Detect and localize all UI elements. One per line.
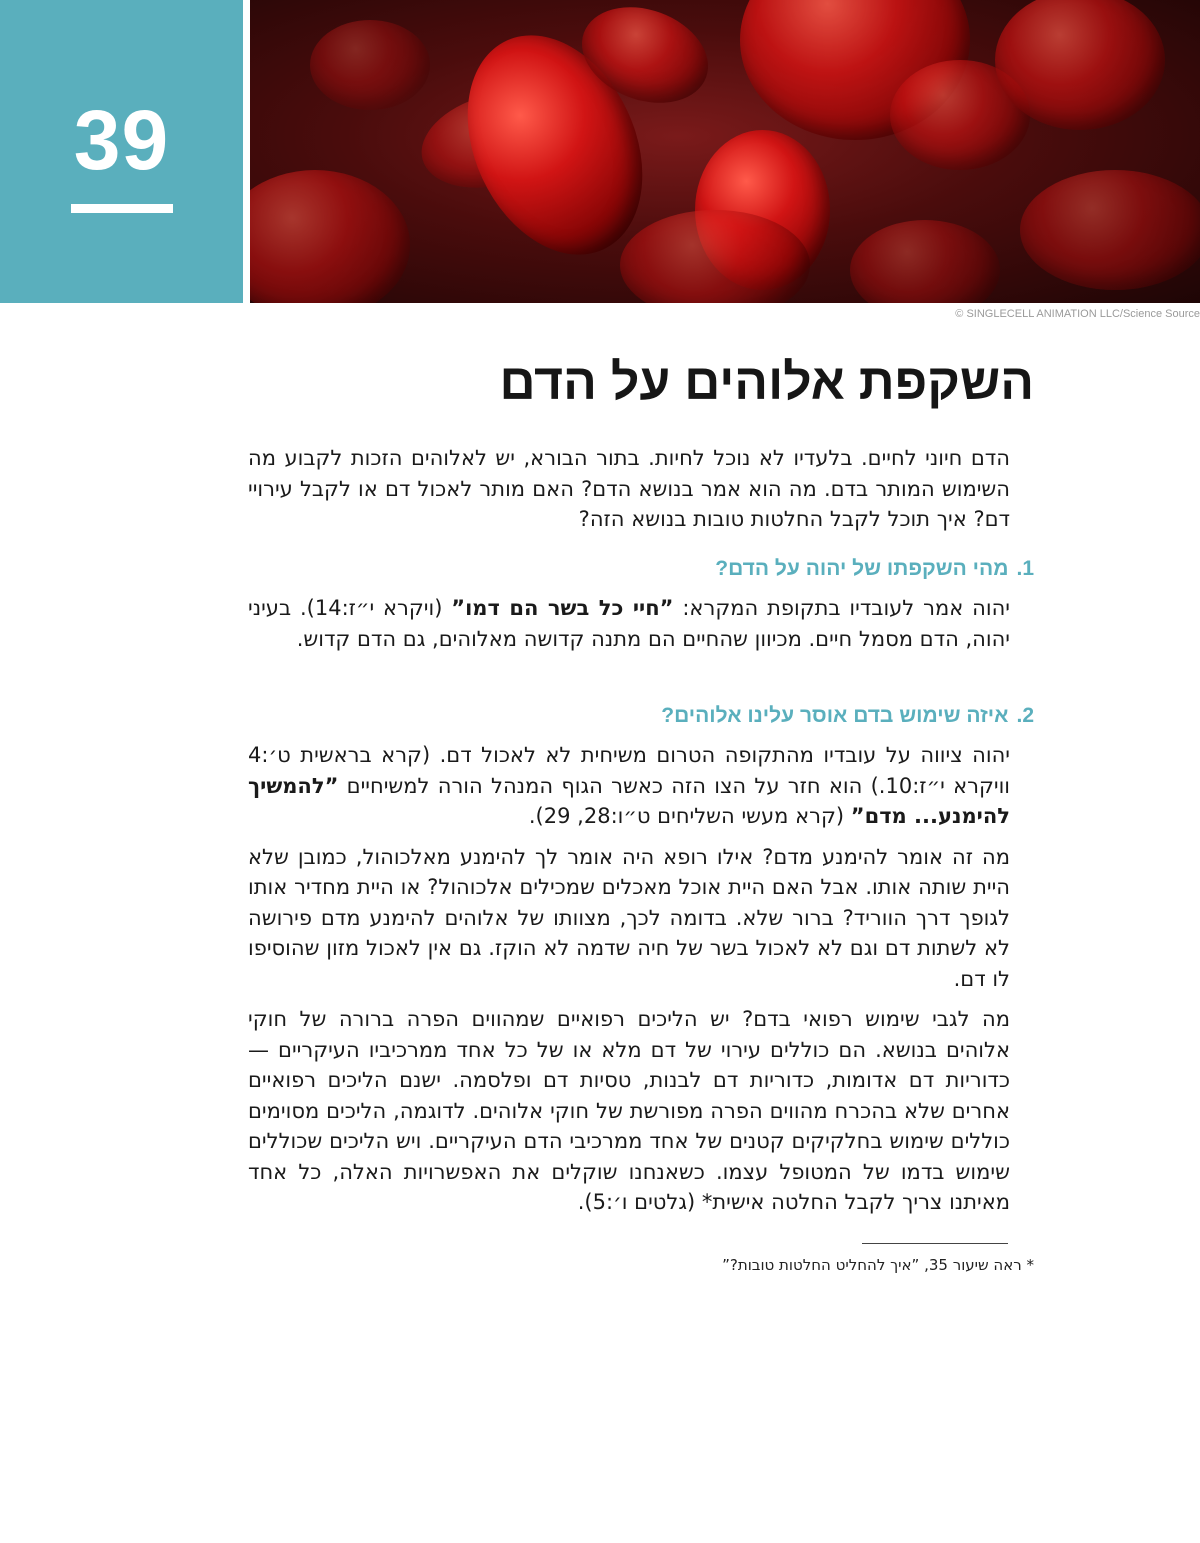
- blood-cell: [250, 170, 410, 303]
- footnote: * ראה שיעור 35, ”איך להחליט החלטות טובות?”: [722, 1256, 1034, 1274]
- blood-cell: [995, 0, 1165, 130]
- scripture-quote: ”להמשיך להימנע... מדם”: [248, 773, 1010, 828]
- section-2-paragraph-3: מה לגבי שימוש רפואי בדם? יש הליכים רפואיים שמהווים הפרה ברורה של חוקי אלוהים בנושא. הם כוללים עירוי של דם מלא או של כל אחד ממרכיביו העיקריים — כדוריות דם אדומות, כדוריות דם לבנות, טסיות דם ופלסמה. ישנם הליכים רפואיים אחרים שלא בהכרח מהווים הפרה מפורשת של חוקי אלוהים. לדוגמה, הליכים מסוימים כוללים שימוש בחלקיקים קטנים של אחד ממרכיבי הדם העיקריים. ויש הליכים שכוללים שימוש בדמו של המטופל עצמו. כשאנחנו שוקלים את האפשרויות האלה, כל אחד מאיתנו צריך לקבל החלטה אישית* (גלטים ו׳:5).: [248, 1007, 1010, 1214]
- image-credit: © SINGLECELL ANIMATION LLC/Science Source: [955, 308, 1200, 320]
- text-run: (ויקרא י״ז:14). בעיני יהוה, הדם מסמל חיים. מכיוון שהחיים הם מתנה קדושה מאלוהים, גם הדם קדוש.: [248, 596, 1010, 651]
- hero-image-blood-cells: [250, 0, 1200, 303]
- section-1-body: [248, 593, 1010, 664]
- page-title: השקפת אלוהים על הדם: [499, 354, 1034, 410]
- text-run: יהוה אמר לעובדיו בתקופת המקרא:: [673, 596, 1010, 620]
- section-2-body: [248, 740, 1010, 1228]
- blood-cell: [1020, 170, 1200, 290]
- scripture-quote: ”חיי כל בשר הם דמו”: [451, 596, 674, 620]
- section-1-heading: [715, 557, 1034, 581]
- section-2-number: 2.: [1016, 704, 1034, 727]
- footnote-divider: [862, 1243, 1008, 1244]
- intro-text: [248, 443, 1010, 545]
- section-2-heading-text: איזה שימוש בדם אוסר עלינו אלוהים?: [661, 704, 1009, 727]
- section-1-heading-text: מהי השקפתו של יהוה על הדם?: [715, 557, 1009, 580]
- section-2-paragraph-2: מה זה אומר להימנע מדם? אילו רופא היה אומר לך להימנע מאלכוהול, כמובן שלא היית שותה אותו. אבל האם היית אוכל מאכלים שמכילים אלכוהול? או היית מחדיר אותו לגופך דרך הווריד? ברור שלא. בדומה לכך, מצוותו של אלוהים להימנע מדם פירושה לא לשתות דם וגם לא לאכול בשר של חיה שדמה לא הוקז. גם אין לאכול מזון שהוסיפו לו דם.: [248, 844, 1010, 991]
- text-run: (קרא מעשי השליחים ט״ו:28, 29).: [528, 804, 851, 828]
- section-2-heading: [661, 704, 1034, 728]
- lesson-number: 39: [73, 93, 170, 187]
- text-run: יהוה ציווה על עובדיו מהתקופה הטרום משיחית לא לאכול דם. (קרא בראשית ט׳:4 וויקרא י״ז:10.) הוא חזר על הצו הזה כאשר הגוף המנהל הורה למשיחיים: [248, 743, 1011, 798]
- lesson-number-block: [0, 0, 243, 303]
- section-1-paragraph-1: [248, 593, 1010, 654]
- blood-cell: [310, 20, 430, 110]
- lesson-number-underline: [71, 204, 173, 213]
- section-2-paragraph-1: [248, 740, 1010, 832]
- intro-paragraph: הדם חיוני לחיים. בלעדיו לא נוכל לחיות. בתור הבורא, יש לאלוהים הזכות לקבוע מה השימוש המותר בדם. מה הוא אמר בנושא הדם? האם מותר לאכול דם או לקבל עירויי דם? איך תוכל לקבל החלטות טובות בנושא הזה?: [248, 446, 1010, 531]
- blood-cell: [850, 220, 1000, 303]
- section-1-number: 1.: [1016, 557, 1034, 580]
